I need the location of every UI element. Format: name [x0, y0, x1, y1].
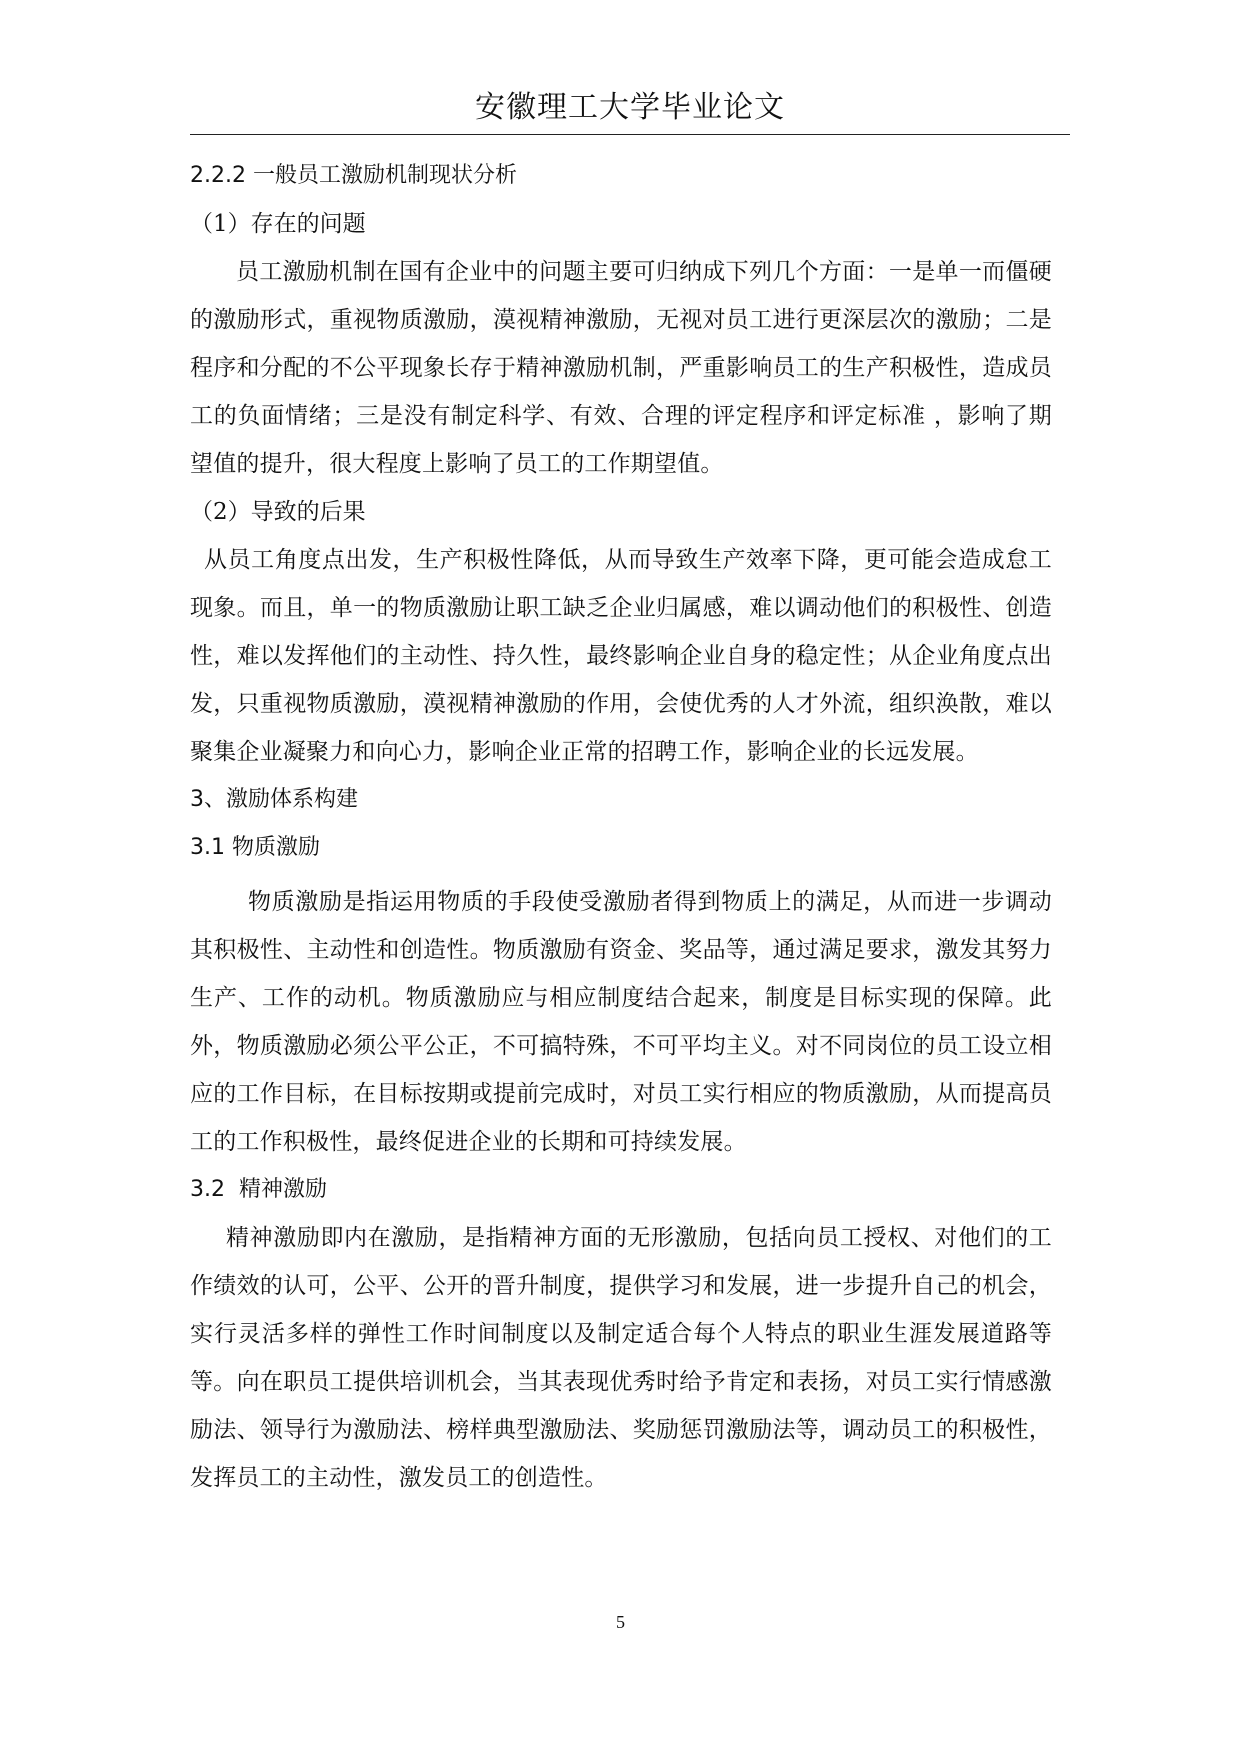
document-body [190, 152, 1052, 1502]
paragraph-problems: 员工激励机制在国有企业中的问题主要可归纳成下列几个方面：一是单一而僵硬的激励形式，重视物质激励，漠视精神激励，无视对员工进行更深层次的激励；二是程序和分配的不公平现象长存于精神激励机制，严重影响员工的生产积极性，造成员工的负面情绪；三是没有制定科学、有效、合理的评定程序和评定标准 ，影响了期望值的提升，很大程度上影响了员工的工作期望值。 [190, 259, 1052, 477]
section-heading-3-1: 3.1 物质激励 [190, 835, 320, 860]
paragraph-consequences: 从员工角度点出发，生产积极性降低，从而导致生产效率下降，更可能会造成怠工现象。而且，单一的物质激励让职工缺乏企业归属感，难以调动他们的积极性、创造性，难以发挥他们的主动性、持久性，最终影响企业自身的稳定性；从企业角度点出发，只重视物质激励，漠视精神激励的作用，会使优秀的人才外流，组织涣散，难以聚集企业凝聚力和向心力，影响企业正常的招聘工作，影响企业的长远发展。 [190, 547, 1052, 765]
running-header: 安徽理工大学毕业论文 [475, 90, 785, 125]
section-heading-2-2-2: 2.2.2 一般员工激励机制现状分析 [190, 163, 517, 188]
paragraph-spiritual-incentive: 精神激励即内在激励，是指精神方面的无形激励，包括向员工授权、对他们的工作绩效的认可，公平、公开的晋升制度，提供学习和发展，进一步提升自己的机会，实行灵活多样的弹性工作时间制度以及制定适合每个人特点的职业生涯发展道路等等。向在职员工提供培训机会，当其表现优秀时给予肯定和表扬，对员工实行情感激励法、领导行为激励法、榜样典型激励法、奖励惩罚激励法等，调动员工的积极性，发挥员工的主动性，激发员工的创造性。 [190, 1225, 1052, 1491]
section-heading-3-2: 3.2 精神激励 [190, 1177, 327, 1202]
header-rule [190, 134, 1070, 135]
section-heading-3: 3、激励体系构建 [190, 787, 358, 812]
subheading-problems: （1）存在的问题 [190, 211, 366, 237]
page-number: 5 [616, 1612, 625, 1632]
subheading-consequences: （2）导致的后果 [190, 499, 366, 525]
paragraph-material-incentive: 物质激励是指运用物质的手段使受激励者得到物质上的满足，从而进一步调动其积极性、主动性和创造性。物质激励有资金、奖品等，通过满足要求，激发其努力生产、工作的动机。物质激励应与相应制度结合起来，制度是目标实现的保障。此外，物质激励必须公平公正，不可搞特殊，不可平均主义。对不同岗位的员工设立相应的工作目标，在目标按期或提前完成时，对员工实行相应的物质激励，从而提高员工的工作积极性，最终促进企业的长期和可持续发展。 [190, 889, 1052, 1155]
